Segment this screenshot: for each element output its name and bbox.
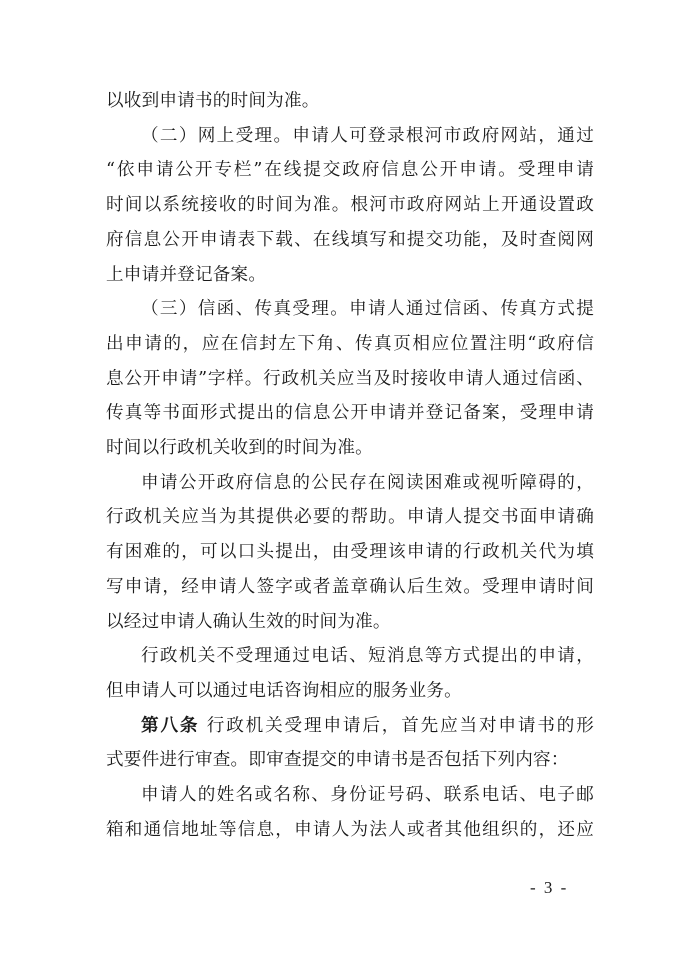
text-line: 以经过申请人确认生效的时间为准。 [106,611,391,632]
text-line: 府信息公开申请表下载、在线填写和提交功能，及时查阅网 [106,229,594,250]
text-line: 申请人的姓名或名称、身份证号码、联系电话、电子邮 [141,785,594,806]
text-line: 式要件进行审查。即审查提交的申请书是否包括下列内容： [106,750,569,771]
text-line: 写申请，经申请人签字或者盖章确认后生效。受理申请时间 [106,576,594,597]
paragraph-online-acceptance [106,119,594,154]
paragraph-online-acceptance-line [106,258,594,293]
paragraph-assistance-line [106,605,594,640]
paragraph-phone-exclusion [106,639,594,674]
paragraph-applicant-info-line [106,813,594,848]
text-line: 行政机关受理申请后，首先应当对申请书的形 [199,715,595,736]
text-line: 息公开申请”字样。行政机关应当及时接收申请人通过信函、 [106,368,594,389]
text-line: 时间以系统接收的时间为准。根河市政府网站上开通设置政 [106,195,594,216]
text-line: 出申请的，应在信封左下角、传真页相应位置注明“政府信 [106,333,594,354]
paragraph-letter-fax-acceptance-line [106,396,594,431]
text-line: （二）网上受理。申请人可登录根河市政府网站，通过 [141,125,594,146]
article-label: 第八条 [141,715,200,736]
paragraph-article-eight [106,709,594,744]
text-line: 上申请并登记备案。 [106,264,267,285]
text-line: 箱和通信地址等信息，申请人为法人或者其他组织的，还应 [106,819,594,840]
paragraph-online-acceptance-line [106,223,594,258]
paragraph-assistance-line [106,570,594,605]
paragraph-phone-exclusion-line [106,674,594,709]
text-line: 申请公开政府信息的公民存在阅读困难或视听障碍的， [141,472,594,493]
text-line: 时间以行政机关收到的时间为准。 [106,438,373,459]
text-line: 行政机关应当为其提供必要的帮助。申请人提交书面申请确 [106,507,594,528]
text-line: “依申请公开专栏”在线提交政府信息公开申请。受理申请 [106,160,594,181]
text-line: 但申请人可以通过电话咨询相应的服务业务。 [106,680,462,701]
paragraph-letter-fax-acceptance [106,292,594,327]
document-page [106,84,594,847]
paragraph-online-acceptance-line [106,153,594,188]
page-number: - 3 - [530,878,569,897]
paragraph-letter-fax-acceptance-line [106,431,594,466]
text-line: 以收到申请书的时间为准。 [106,91,320,111]
paragraph-assistance-line [106,535,594,570]
text-line: 有困难的，可以口头提出，由受理该申请的行政机关代为填 [106,542,594,563]
text-line: 传真等书面形式提出的信息公开申请并登记备案，受理申请 [106,403,594,424]
paragraph-applicant-info [106,778,594,813]
paragraph-letter-fax-acceptance-line [106,327,594,362]
paragraph-continuation [106,84,594,119]
paragraph-article-eight-line [106,743,594,778]
paragraph-assistance-line [106,500,594,535]
paragraph-assistance [106,466,594,501]
text-line: （三）信函、传真受理。申请人通过信函、传真方式提 [141,299,594,320]
paragraph-letter-fax-acceptance-line [106,362,594,397]
paragraph-online-acceptance-line [106,188,594,223]
text-line: 行政机关不受理通过电话、短消息等方式提出的申请， [141,646,594,667]
